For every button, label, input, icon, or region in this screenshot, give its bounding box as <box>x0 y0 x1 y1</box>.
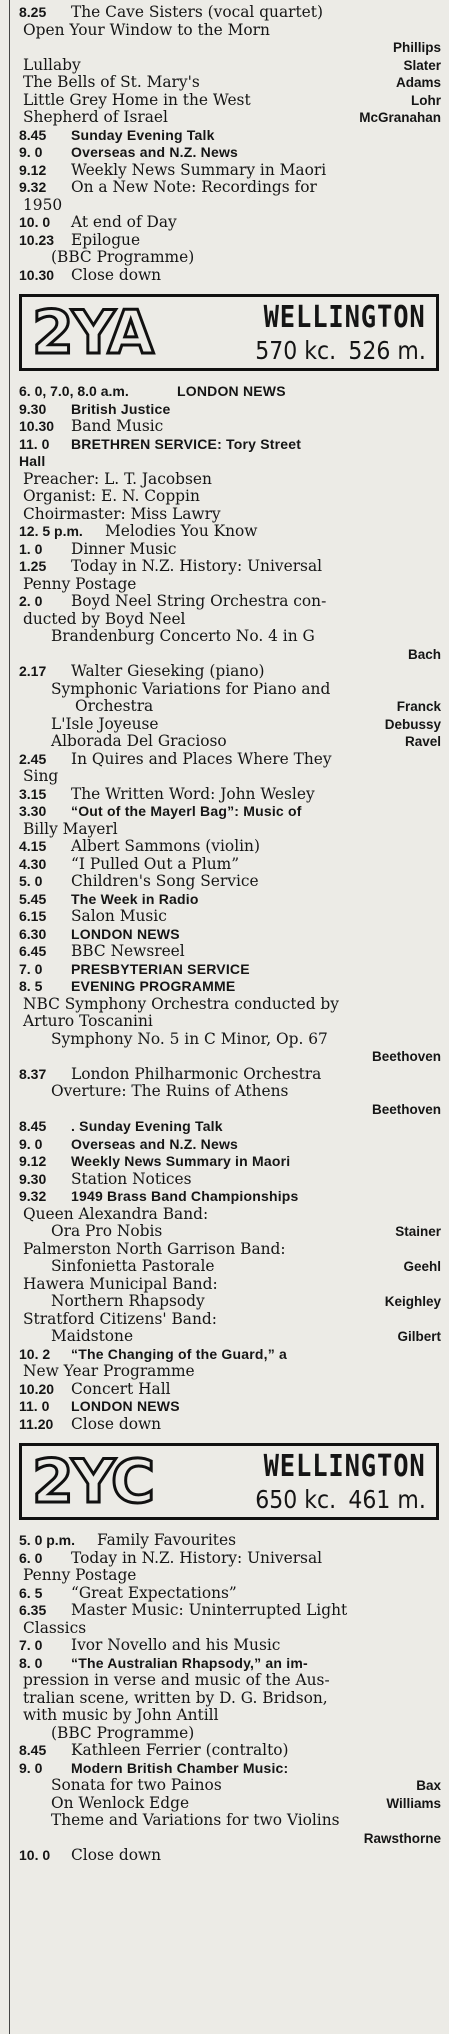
programme-entry <box>19 383 441 401</box>
entry-text: Modern British Chamber Music: <box>71 1759 289 1776</box>
entry-text: Classics <box>23 1618 87 1637</box>
programme-entry <box>19 1416 441 1434</box>
programme-entry <box>19 214 441 232</box>
entry-time: 11.20 <box>19 1415 54 1432</box>
programme-entry <box>19 1206 441 1224</box>
entry-text: Hawera Municipal Band: <box>23 1274 218 1293</box>
entry-text: Ivor Novello and his Music <box>71 1636 281 1654</box>
station-header-2yc <box>19 1443 439 1520</box>
entry-text: Epilogue <box>71 230 141 249</box>
entry-text: In Quires and Places Where They <box>71 749 332 768</box>
programme-entry <box>19 249 441 267</box>
entry-text: 1949 Brass Band Championships <box>71 1188 299 1204</box>
entry-text: Shepherd of Israel <box>23 108 168 126</box>
programme-entry <box>19 768 441 786</box>
entry-time: 10. 0 <box>19 1847 51 1863</box>
station-metres: 461 m. <box>348 1485 426 1514</box>
programme-entry <box>19 541 441 559</box>
programme-entry <box>19 1031 441 1049</box>
programme-entry <box>19 1777 441 1795</box>
entry-text: Penny Postage <box>23 574 137 593</box>
entry-time: 6.30 <box>19 925 47 942</box>
programme-block-2yc <box>19 1532 441 1865</box>
programme-entry <box>19 179 441 197</box>
entry-time: 9.30 <box>19 400 47 417</box>
programme-entry <box>19 523 441 541</box>
entry-text: Sing <box>23 767 59 785</box>
entry-text: Overseas and N.Z. News <box>71 1135 239 1152</box>
composer-name: Bax <box>416 1778 441 1793</box>
programme-entry <box>19 22 441 40</box>
programme-entry <box>19 1101 441 1119</box>
entry-text: with music by John Antill <box>23 1706 219 1724</box>
station-metres: 526 m. <box>348 336 426 365</box>
entry-time: 11. 0 <box>19 1398 50 1414</box>
entry-time: 9. 0 <box>19 1135 43 1152</box>
entry-time: 9.32 <box>19 179 47 195</box>
programme-entry <box>19 1118 441 1136</box>
programme-entry <box>19 1083 441 1101</box>
entry-time: 6. 0, 7.0, 8.0 a.m. <box>19 383 129 399</box>
programme-entry <box>19 1153 441 1171</box>
entry-text: Open Your Window to the Morn <box>23 20 270 39</box>
entry-time: 5.45 <box>19 890 47 907</box>
programme-entry <box>19 681 441 699</box>
entry-text: Sonata for two Painos <box>51 1776 222 1794</box>
entry-text: Albert Sammons (violin) <box>71 837 260 855</box>
programme-entry <box>19 1171 441 1189</box>
programme-entry <box>19 908 441 926</box>
programme-entry <box>19 1532 441 1550</box>
entry-text: Salon Music <box>71 907 167 925</box>
programme-entry <box>19 1725 441 1743</box>
entry-text: . Sunday Evening Talk <box>71 1118 223 1134</box>
entry-text: London Philharmonic Orchestra <box>71 1064 322 1083</box>
entry-text: LONDON NEWS <box>71 1398 180 1414</box>
station-kc: 650 kc. <box>255 1485 337 1514</box>
entry-time: 1. 0 <box>19 540 43 557</box>
entry-text: Kathleen Ferrier (contralto) <box>71 1741 289 1759</box>
programme-entry <box>19 1812 441 1830</box>
entry-text: Children's Song Service <box>71 872 259 890</box>
programme-block-2ya <box>19 383 441 1433</box>
programme-entry <box>19 1690 441 1708</box>
programme-entry <box>19 1293 441 1311</box>
entry-text: LONDON NEWS <box>71 925 180 942</box>
entry-time: 2.45 <box>19 750 47 767</box>
entry-time: 10.20 <box>19 1380 55 1397</box>
entry-text: The Written Word: John Wesley <box>71 784 315 803</box>
entry-text: Palmerston North Garrison Band: <box>23 1239 286 1258</box>
programme-entry <box>19 1707 441 1725</box>
entry-time: 6.45 <box>19 943 47 959</box>
composer-name: Williams <box>386 1795 441 1811</box>
programme-entry <box>19 1328 441 1346</box>
entry-time: 1.25 <box>19 558 47 574</box>
programme-entry <box>19 1830 441 1848</box>
entry-text: Billy Mayerl <box>23 819 118 838</box>
station-call-sign: 2YC <box>32 1447 154 1517</box>
programme-entry <box>19 109 441 127</box>
composer-name: Phillips <box>392 40 441 55</box>
entry-text: Symphony No. 5 in C Minor, Op. 67 <box>51 1029 328 1048</box>
entry-text: Theme and Variations for two Violins <box>51 1811 340 1829</box>
entry-time: 10.23 <box>19 231 55 248</box>
programme-entry <box>19 453 441 471</box>
entry-text: Weekly News Summary in Maori <box>71 160 327 179</box>
entry-text: The Cave Sisters (vocal quartet) <box>71 3 323 21</box>
entry-time: 7. 0 <box>19 960 43 977</box>
programme-entry <box>19 1363 441 1381</box>
entry-text: “The Changing of the Guard,” a <box>71 1345 287 1362</box>
composer-name: Keighley <box>384 1294 441 1309</box>
entry-time: 9. 0 <box>19 1759 43 1776</box>
programme-entry <box>19 1013 441 1031</box>
entry-text: Melodies You Know <box>105 522 258 540</box>
programme-entry <box>19 1637 441 1655</box>
entry-time: 9. 0 <box>19 144 43 160</box>
programme-entry <box>19 267 441 285</box>
programme-entry <box>19 1672 441 1690</box>
entry-text: LONDON NEWS <box>177 383 286 399</box>
column-rule <box>9 0 10 2034</box>
programme-entry <box>19 74 441 92</box>
entry-text: Overture: The Ruins of Athens <box>51 1082 289 1100</box>
entry-time: 10.30 <box>19 266 55 283</box>
station-city: WELLINGTON <box>263 1449 426 1484</box>
programme-entry <box>19 1136 441 1154</box>
programme-entry <box>19 197 441 215</box>
entry-time: 10. 0 <box>19 214 51 230</box>
composer-name: Rawsthorne <box>363 1830 441 1846</box>
composer-name: Lohr <box>411 92 441 108</box>
station-call-sign: 2YA <box>32 298 152 368</box>
programme-entry <box>19 576 441 594</box>
entry-time: 2.17 <box>19 663 47 679</box>
composer-name: Franck <box>396 699 441 714</box>
programme-entry <box>19 436 441 454</box>
entry-text: BRETHREN SERVICE: Tory Street <box>71 435 302 452</box>
entry-time: 6. 5 <box>19 1584 43 1601</box>
entry-time: 9.12 <box>19 161 47 178</box>
programme-entry <box>19 1742 441 1760</box>
programme-entry <box>19 786 441 804</box>
entry-text: L'Isle Joyeuse <box>51 714 159 733</box>
programme-entry <box>19 162 441 180</box>
entry-time: 4.15 <box>19 838 47 854</box>
entry-time: 8. 5 <box>19 978 43 994</box>
programme-entry <box>19 611 441 629</box>
entry-time: 8.45 <box>19 126 47 143</box>
entry-text: Close down <box>71 1414 162 1433</box>
entry-text: Master Music: Uninterrupted Light <box>71 1601 348 1619</box>
programme-entry <box>19 144 441 162</box>
programme-entry <box>19 1567 441 1585</box>
entry-time: 5. 0 p.m. <box>19 1532 76 1548</box>
composer-name: Stainer <box>395 1224 441 1239</box>
entry-text: Northern Rhapsody <box>51 1292 205 1310</box>
programme-entry <box>19 401 441 419</box>
entry-time: 6.15 <box>19 908 47 924</box>
composer-name: McGranahan <box>359 110 441 125</box>
programme-entry <box>19 127 441 145</box>
entry-text: On Wenlock Edge <box>51 1793 190 1812</box>
entry-text: PRESBYTERIAN SERVICE <box>71 960 250 977</box>
programme-entry <box>19 1188 441 1206</box>
entry-text: Family Favourites <box>97 1531 236 1549</box>
programme-entry <box>19 733 441 751</box>
composer-name: Adams <box>395 75 441 90</box>
programme-entry <box>19 821 441 839</box>
programme-entry <box>19 1550 441 1568</box>
entry-time: 9.30 <box>19 1170 47 1187</box>
entry-time: 8.45 <box>19 1742 47 1758</box>
programme-entry <box>19 646 441 664</box>
programme-entry <box>19 92 441 110</box>
entry-time: 8.25 <box>19 4 47 20</box>
programme-entry <box>19 961 441 979</box>
entry-text: Concert Hall <box>71 1379 171 1398</box>
entry-text: Today in N.Z. History: Universal <box>71 1548 323 1567</box>
programme-entry <box>19 1795 441 1813</box>
entry-time: 8.37 <box>19 1065 47 1082</box>
entry-text: BBC Newsreel <box>71 942 185 960</box>
programme-entry <box>19 1241 441 1259</box>
entry-text: ducted by Boyd Neel <box>23 609 186 628</box>
programme-entry <box>19 506 441 524</box>
entry-time: 6.35 <box>19 1602 47 1618</box>
programme-entry <box>19 628 441 646</box>
programme-entry <box>19 232 441 250</box>
composer-name: Debussy <box>384 716 441 732</box>
entry-text: The Week in Radio <box>71 890 199 907</box>
programme-entry <box>19 471 441 489</box>
programme-entry <box>19 1620 441 1638</box>
programme-entry <box>19 1760 441 1778</box>
programme-entry <box>19 1276 441 1294</box>
programme-entry <box>19 838 441 856</box>
programme-entry <box>19 996 441 1014</box>
programme-entry <box>19 751 441 769</box>
programme-entry <box>19 1311 441 1329</box>
entry-time: 5. 0 <box>19 873 43 889</box>
entry-text: Stratford Citizens' Band: <box>23 1309 217 1328</box>
station-frequency <box>255 337 426 365</box>
programme-entry <box>19 856 441 874</box>
station-header-2ya <box>19 294 439 371</box>
programme-entry <box>19 1585 441 1603</box>
programme-entry <box>19 1398 441 1416</box>
entry-text: 1950 <box>23 195 63 214</box>
entry-text: Boyd Neel String Orchestra con- <box>71 592 327 610</box>
entry-text: Arturo Toscanini <box>23 1012 153 1030</box>
entry-text: Lullaby <box>23 55 81 74</box>
composer-name: Slater <box>403 57 441 73</box>
entry-time: 9.12 <box>19 1153 47 1169</box>
entry-text: Ora Pro Nobis <box>51 1222 163 1240</box>
entry-time: 2. 0 <box>19 593 43 609</box>
entry-text: EVENING PROGRAMME <box>71 978 236 994</box>
entry-text: Alborada Del Gracioso <box>51 732 227 750</box>
entry-text: At end of Day <box>71 213 177 231</box>
programme-entry <box>19 1066 441 1084</box>
entry-text: Maidstone <box>51 1327 134 1345</box>
entry-text: “Out of the Mayerl Bag”: Music of <box>71 803 302 819</box>
programme-entry <box>19 926 441 944</box>
entry-text: On a New Note: Recordings for <box>71 178 317 196</box>
entry-time: 6. 0 <box>19 1549 43 1566</box>
programme-entry <box>19 1655 441 1673</box>
entry-text: Little Grey Home in the West <box>23 90 251 109</box>
entry-time: 8. 0 <box>19 1654 43 1671</box>
entry-text: Dinner Music <box>71 539 177 558</box>
station-frequency <box>255 1486 426 1514</box>
entry-text: Close down <box>71 1846 162 1864</box>
entry-text: (BBC Programme) <box>51 248 195 266</box>
entry-text: The Bells of St. Mary's <box>23 73 200 91</box>
programme-entry <box>19 1602 441 1620</box>
programme-entry <box>19 1381 441 1399</box>
entry-time: 7. 0 <box>19 1637 43 1653</box>
programme-entry <box>19 4 441 22</box>
entry-time: 12. 5 p.m. <box>19 523 83 539</box>
programme-entry <box>19 418 441 436</box>
programme-entry <box>19 1847 441 1865</box>
composer-name: Gilbert <box>397 1329 441 1344</box>
entry-text: Penny Postage <box>23 1566 137 1584</box>
entry-text: Preacher: L. T. Jacobsen <box>23 469 212 488</box>
programme-entry <box>19 1258 441 1276</box>
entry-text: “I Pulled Out a Plum” <box>71 854 240 873</box>
entry-text: “The Australian Rhapsody,” an im- <box>71 1654 308 1671</box>
programme-entry <box>19 558 441 576</box>
entry-text: tralian scene, written by D. G. Bridson, <box>23 1688 328 1707</box>
entry-text: Overseas and N.Z. News <box>71 144 239 160</box>
programme-entry <box>19 57 441 75</box>
programme-entry <box>19 488 441 506</box>
composer-name: Beethoven <box>371 1049 441 1064</box>
entry-text: Choirmaster: Miss Lawry <box>23 504 221 523</box>
programme-entry <box>19 1048 441 1066</box>
entry-text: pression in verse and music of the Aus- <box>23 1671 330 1689</box>
entry-time: 10.30 <box>19 418 55 434</box>
entry-text: Today in N.Z. History: Universal <box>71 557 323 575</box>
programme-entry <box>19 698 441 716</box>
entry-text: Orchestra <box>75 697 154 715</box>
entry-time: 10. 2 <box>19 1345 51 1362</box>
entry-text: Band Music <box>71 417 164 435</box>
entry-text: Organist: E. N. Coppin <box>23 487 200 505</box>
entry-text: Sinfonietta Pastorale <box>51 1257 215 1275</box>
entry-time: 3.15 <box>19 785 47 802</box>
entry-text: NBC Symphony Orchestra conducted by <box>23 994 339 1013</box>
composer-name: Bach <box>407 646 441 662</box>
programme-entry <box>19 663 441 681</box>
entry-text: Weekly News Summary in Maori <box>71 1153 291 1169</box>
programme-entry <box>19 803 441 821</box>
entry-text: Queen Alexandra Band: <box>23 1204 209 1223</box>
programme-block-2ya-evening <box>19 4 441 284</box>
entry-text: “Great Expectations” <box>71 1583 237 1602</box>
station-city: WELLINGTON <box>263 300 426 335</box>
programme-entry <box>19 39 441 57</box>
composer-name: Geehl <box>403 1259 441 1274</box>
entry-time: 4.30 <box>19 855 47 872</box>
entry-text: British Justice <box>71 400 171 417</box>
entry-time: 3.30 <box>19 803 47 819</box>
composer-name: Beethoven <box>371 1101 441 1117</box>
programme-entry <box>19 593 441 611</box>
entry-text: Symphonic Variations for Piano and <box>51 679 331 698</box>
entry-text: Brandenburg Concerto No. 4 in G <box>51 627 315 645</box>
entry-text: Walter Gieseking (piano) <box>71 662 265 680</box>
entry-time: 8.45 <box>19 1118 47 1134</box>
listing-column <box>19 4 441 1865</box>
programme-entry <box>19 1223 441 1241</box>
programme-entry <box>19 943 441 961</box>
entry-text: Station Notices <box>71 1169 192 1188</box>
entry-text: Sunday Evening Talk <box>71 126 215 143</box>
programme-entry <box>19 873 441 891</box>
entry-time: 11. 0 <box>19 435 50 452</box>
entry-text: New Year Programme <box>23 1362 195 1380</box>
programme-entry <box>19 716 441 734</box>
programme-entry <box>19 891 441 909</box>
programme-entry <box>19 978 441 996</box>
entry-text: Close down <box>71 265 162 284</box>
entry-time: 9.32 <box>19 1188 47 1204</box>
programme-entry <box>19 1346 441 1364</box>
entry-text: (BBC Programme) <box>51 1723 195 1742</box>
composer-name: Ravel <box>404 734 441 749</box>
station-kc: 570 kc. <box>255 336 337 365</box>
entry-text: Hall <box>19 453 46 469</box>
